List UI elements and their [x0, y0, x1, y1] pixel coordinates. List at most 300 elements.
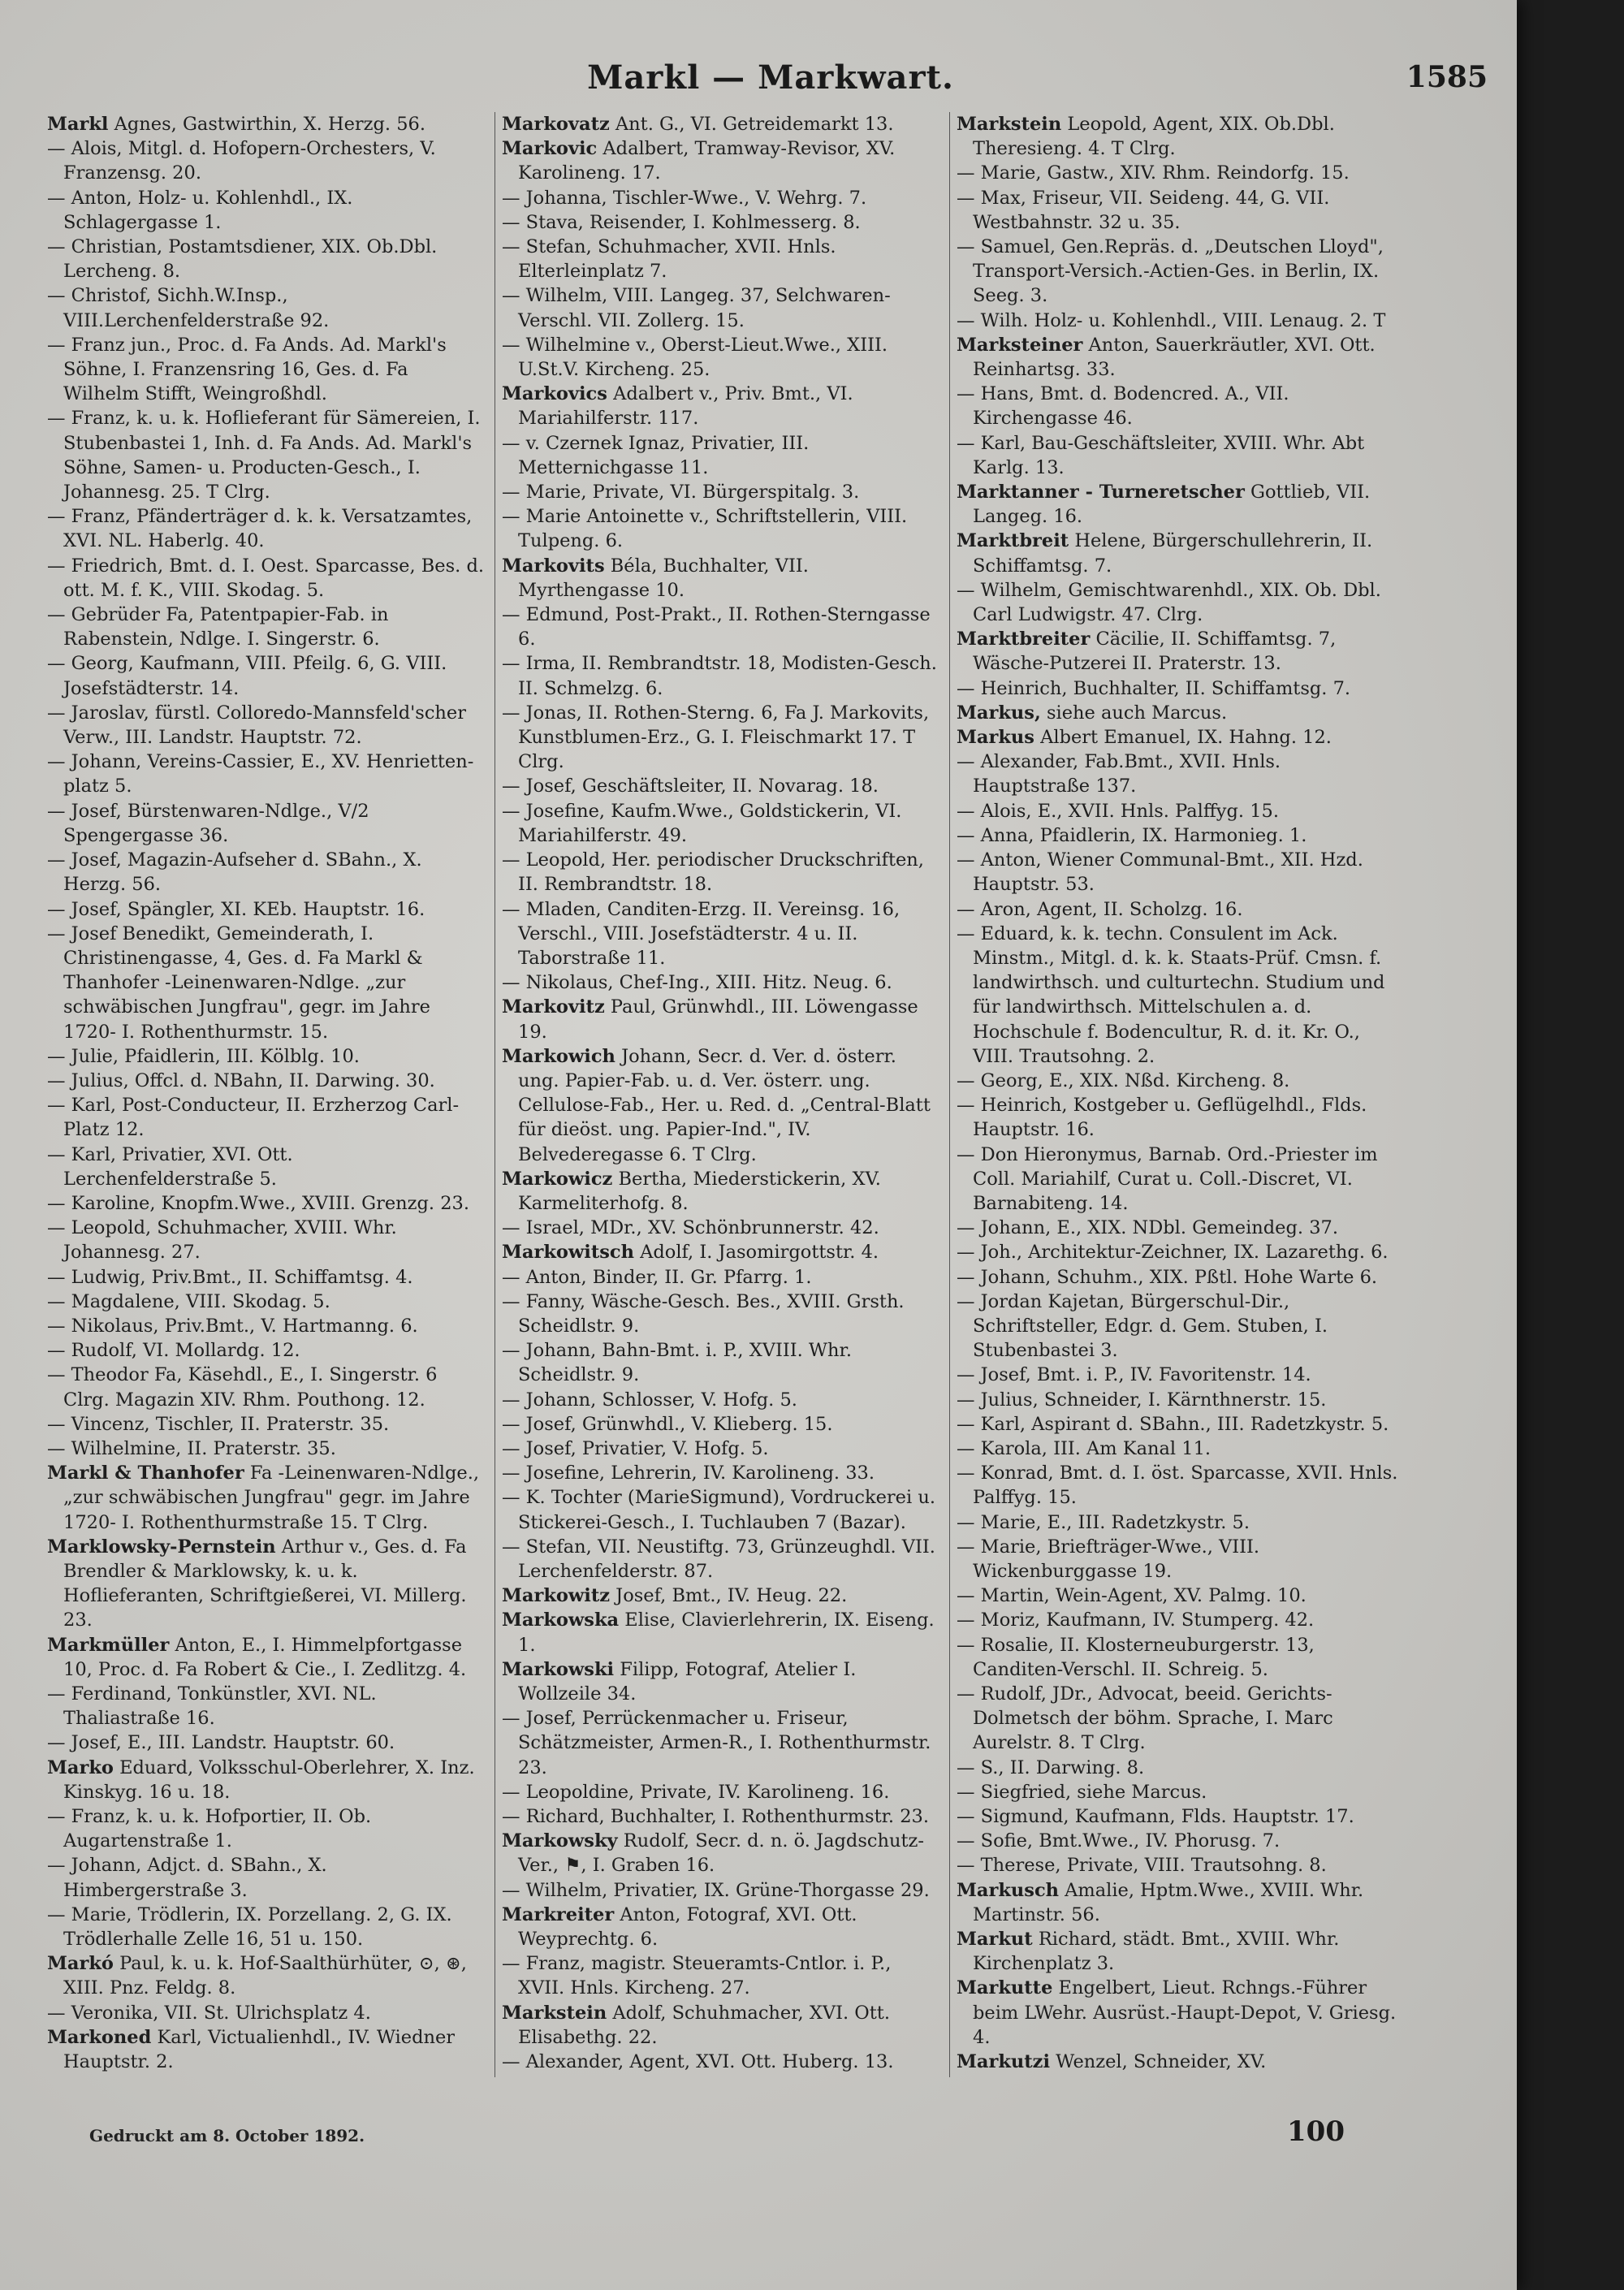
- directory-entry: [502, 1044, 943, 1167]
- entry-text: Adalbert, Tramway-Revisor, XV. Karolineng. 17.: [518, 138, 896, 184]
- entry-text: — Veronika, VII. St. Ulrichsplatz 4.: [47, 2002, 371, 2024]
- directory-entry: [47, 2074, 488, 2077]
- directory-entry: [502, 1584, 943, 1608]
- entry-text: — Josef, Spängler, XI. KEb. Hauptstr. 16.: [47, 898, 425, 920]
- directory-entry: [47, 1363, 488, 1411]
- entry-text: — Jonas, II. Rothen-Sterng. 6, Fa J. Markovits, Kunstblumen-Erz., G. I. Fleischmarkt 17. T Clrg.: [502, 702, 930, 773]
- entry-text: — Josef, Magazin-Aufseher d. SBahn., X. Herzg. 56.: [47, 849, 422, 896]
- entry-surname: Markstein: [502, 2002, 607, 2024]
- directory-entry: [502, 995, 943, 1043]
- entry-text: — Johann, E., XIX. NDbl. Gemeindeg. 37.: [957, 1217, 1338, 1239]
- entry-text: Adolf, I. Jasomirgottstr. 4.: [633, 1242, 879, 1264]
- entry-text: — Heinrich, Kostgeber u. Geflügelhdl., Flds. Hauptstr. 16.: [957, 1095, 1367, 1141]
- directory-entry: [957, 676, 1398, 701]
- directory-entry: [957, 333, 1398, 382]
- directory-entry: [47, 136, 488, 185]
- directory-entry: [957, 578, 1398, 627]
- directory-entry: [47, 504, 488, 553]
- directory-entry: [957, 701, 1398, 725]
- directory-entry: [502, 1167, 943, 1216]
- entry-text: — Georg, E., XIX. Nßd. Kircheng. 8.: [957, 1069, 1290, 1091]
- entry-text: — Wilhelm, VIII. Langeg. 37, Selchwaren-Verschl. VII. Zollerg. 15.: [502, 285, 891, 331]
- directory-entry: [957, 1976, 1398, 2050]
- entry-text: — Wilhelmine v., Oberst-Lieut.Wwe., XIII. U.St.V. Kircheng. 25.: [502, 334, 888, 381]
- directory-entry: [957, 112, 1398, 161]
- directory-entry: [47, 922, 488, 1044]
- entry-surname: Markutzi: [957, 2051, 1051, 2073]
- page-number: 1585: [1406, 60, 1488, 94]
- directory-entry: [502, 1535, 943, 1584]
- column-right: [950, 112, 1405, 2077]
- directory-entry: [47, 1461, 488, 1535]
- directory-entry: [502, 2074, 943, 2077]
- directory-entry: [502, 235, 943, 283]
- directory-entry: [957, 627, 1398, 676]
- directory-entry: [502, 1485, 943, 1534]
- directory-entry: [502, 382, 943, 430]
- entry-text: Cäcilie, II. Schiffamtsg. 7, Wäsche-Putzerei II. Praterstr. 13.: [973, 629, 1337, 675]
- entry-text: — Stava, Reisender, I. Kohlmesserg. 8.: [502, 211, 861, 233]
- entry-text: — Franz, k. u. k. Hofportier, II. Ob. Augartenstraße 1.: [47, 1806, 372, 1852]
- entry-text: — Julius, Offcl. d. NBahn, II. Darwing. 30.: [47, 1069, 435, 1091]
- directory-entry: [502, 1240, 943, 1264]
- entry-text: — Aron, Agent, II. Scholzg. 16.: [957, 898, 1243, 920]
- entry-text: — Leopold, Her. periodischer Druckschriften, II. Rembrandtstr. 18.: [502, 849, 924, 896]
- directory-entry: [957, 1853, 1398, 1877]
- entry-text: — Rudolf, VI. Mollardg. 12.: [47, 1340, 300, 1362]
- entry-text: — Sofie, Bmt.Wwe., IV. Phorusg. 7.: [957, 1830, 1281, 1852]
- entry-text: — Rudolf, JDr., Advocat, beeid. Gerichts-Dolmetsch der böhm. Sprache, I. Marc Aurelstr. 8. T Clrg.: [957, 1683, 1333, 1754]
- directory-entry: [47, 1044, 488, 1069]
- entry-text: — K. Tochter (MarieSigmund), Vordruckerei u. Stickerei-Gesch., I. Tuchlauben 7 (Bazar).: [502, 1487, 935, 1533]
- entry-text: — Marie, Gastw., XIV. Rhm. Reindorfg. 15.: [957, 162, 1350, 184]
- entry-text: Engelbert, Lieut. Rchngs.-Führer beim LWehr. Ausrüst.-Haupt-Depot, V. Griesg. 4.: [973, 1977, 1397, 2048]
- directory-entry: [47, 1903, 488, 1951]
- directory-entry: [47, 1314, 488, 1338]
- directory-entry: [502, 480, 943, 504]
- directory-entry: [47, 186, 488, 235]
- directory-entry: [502, 186, 943, 210]
- entry-text: — Joh., Architektur-Zeichner, IX. Lazarethg. 6.: [957, 1242, 1389, 1264]
- entry-text: — Friedrich, Bmt. d. I. Oest. Sparcasse, Bes. d. ott. M. f. K., VIII. Skodag. 5.: [47, 555, 485, 601]
- directory-entry: [502, 431, 943, 480]
- page-title: Markl — Markwart.: [587, 58, 954, 97]
- directory-entry: [502, 1706, 943, 1780]
- entry-text: Gottlieb, VII. Langeg. 16.: [973, 482, 1371, 528]
- entry-text: Paul, k. u. k. Hof-Saalthürhüter, ⊙, ⊛, XIII. Pnz. Feldg. 8.: [63, 1953, 467, 1999]
- entry-surname: Marklowsky-Pernstein: [47, 1536, 276, 1558]
- directory-entry: [502, 1388, 943, 1412]
- entry-text: Anton, Fotograf, XVI. Ott. Weyprechtg. 6.: [518, 1903, 857, 1951]
- directory-entry: [502, 210, 943, 235]
- directory-entry: [957, 1878, 1398, 1927]
- entry-text: Anton, E., I. Himmelpfortgasse 10, Proc. d. Fa Robert & Cie., I. Zedlitzg. 4.: [63, 1634, 467, 1680]
- entry-surname: Markutte: [957, 1977, 1053, 1999]
- entry-text: — Karoline, Knopfm.Wwe., XVIII. Grenzg. 23.: [47, 1192, 470, 1214]
- entry-text: Rudolf, Secr. d. n. ö. Jagdschutz-Ver., ⚑, I. Graben 16.: [518, 1830, 924, 1877]
- directory-entry: [47, 1682, 488, 1730]
- entry-surname: Marktbreit: [957, 530, 1069, 552]
- directory-entry: [957, 799, 1398, 823]
- sheet-signature: 100: [1287, 2115, 1345, 2148]
- directory-entry: [957, 1143, 1398, 1216]
- entry-text: Leopold, Agent, XIX. Ob.Dbl. Theresieng. 4. T Clrg.: [973, 114, 1335, 160]
- directory-entry: [502, 283, 943, 332]
- directory-entry: [502, 651, 943, 700]
- entry-text: Filipp, Fotograf, Atelier I. Wollzeile 34.: [518, 1658, 857, 1705]
- directory-entry: [957, 161, 1398, 185]
- entry-text: Elise, Clavierlehrerin, IX. Eiseng. 1.: [518, 1609, 935, 1656]
- entry-text: — Jaroslav, fürstl. Colloredo-Mannsfeld'scher Verw., III. Landstr. Hauptstr. 72.: [47, 702, 466, 749]
- entry-text: Richard, städt. Bmt., XVIII. Whr. Kirchenplatz 3.: [973, 1929, 1340, 1975]
- entry-surname: Markut: [957, 1929, 1033, 1951]
- directory-entry: [502, 1265, 943, 1290]
- directory-entry: [47, 1338, 488, 1363]
- entry-text: Paul, Grünwhdl., III. Löwengasse 19.: [518, 996, 918, 1043]
- entry-text: — Mladen, Canditen-Erzg. II. Vereinsg. 16, Verschl., VIII. Josefstädterstr. 4 u. II. Taborstraße 11.: [502, 898, 901, 969]
- entry-text: Adolf, Schuhmacher, XVI. Ott. Elisabethg. 22.: [518, 2002, 890, 2048]
- entry-text: — Josefine, Kaufm.Wwe., Goldstickerin, VI. Mariahilferstr. 49.: [502, 800, 902, 846]
- entry-text: — Josefine, Lehrerin, IV. Karolineng. 33.: [502, 1463, 875, 1484]
- entry-text: — Marie, E., III. Radetzkystr. 5.: [957, 1511, 1250, 1533]
- directory-entry: [957, 897, 1398, 922]
- entry-text: — Christof, Sichh.W.Insp., VIII.Lerchenfelderstraße 92.: [47, 285, 330, 331]
- entry-text: — Leopoldine, Private, IV. Karolineng. 16.: [502, 1781, 890, 1803]
- entry-text: — Max, Friseur, VII. Seideng. 44, G. VII. Westbahnstr. 32 u. 35.: [957, 187, 1330, 233]
- entry-text: Fa -Leinenwaren-Ndlge., „zur schwäbischen Jungfrau" gegr. im Jahre 1720- I. Rothenthurmstraße 15. T Clrg.: [63, 1463, 480, 1533]
- directory-entry: [47, 333, 488, 407]
- directory-entry: [502, 1290, 943, 1338]
- directory-entry: [957, 1363, 1398, 1387]
- entry-text: — Karl, Bau-Geschäftsleiter, XVIII. Whr. Abt Karlg. 13.: [957, 432, 1365, 478]
- directory-entry: [957, 1927, 1398, 1976]
- entry-text: Adalbert v., Priv. Bmt., VI. Mariahilferstr. 117.: [518, 383, 853, 430]
- entry-text: Eduard, Volksschul-Oberlehrer, X. Inz. Kinskyg. 16 u. 18.: [63, 1756, 475, 1803]
- directory-entry: [957, 1437, 1398, 1461]
- entry-text: — Franz, magistr. Steueramts-Cntlor. i. P., XVII. Hnls. Kircheng. 27.: [502, 1953, 892, 1999]
- entry-text: — Alexander, Agent, XVI. Ott. Huberg. 13.: [502, 2051, 894, 2073]
- directory-entry: [47, 1853, 488, 1902]
- directory-entry: [957, 750, 1398, 798]
- directory-entry: [502, 1780, 943, 1804]
- entry-text: — Stefan, Schuhmacher, XVII. Hnls. Elterleinplatz 7.: [502, 236, 836, 283]
- directory-entry: [957, 382, 1398, 430]
- directory-entry: [502, 1903, 943, 1951]
- entry-text: — Therese, Private, VIII. Trautsohng. 8.: [957, 1855, 1327, 1877]
- entry-text: — Josef, Privatier, V. Hofg. 5.: [502, 1437, 769, 1459]
- entry-text: Amalie, Hptm.Wwe., XVIII. Whr. Martinstr. 56.: [973, 1879, 1364, 1925]
- entry-text: Agnes, Gastwirthin, X. Herzg. 56.: [108, 114, 426, 135]
- entry-text: — Karl, Privatier, XVI. Ott. Lerchenfelderstraße 5.: [47, 1143, 293, 1190]
- directory-entry: [47, 701, 488, 750]
- entry-text: — Josef, Perrückenmacher u. Friseur, Schätzmeister, Armen-R., I. Rothenthurmstr. 23.: [502, 1708, 931, 1778]
- directory-entry: [957, 1412, 1398, 1437]
- entry-surname: Markl & Thanhofer: [47, 1463, 244, 1484]
- entry-text: — Leopold, Schuhmacher, XVIII. Whr. Johannesg. 27.: [47, 1217, 397, 1264]
- directory-entry: [47, 848, 488, 897]
- entry-surname: Markstein: [957, 114, 1062, 135]
- entry-text: — Wilhelm, Gemischtwarenhdl., XIX. Ob. Dbl. Carl Ludwigstr. 47. Clrg.: [957, 579, 1381, 626]
- entry-text: — Richard, Buchhalter, I. Rothenthurmstr. 23.: [502, 1806, 930, 1828]
- entry-text: — Samuel, Gen.Repräs. d. „Deutschen Lloyd", Transport-Versich.-Actien-Ges. in Berlin, IX. Seeg. 3.: [957, 236, 1384, 307]
- entry-text: — Moriz, Kaufmann, IV. Stumperg. 42.: [957, 1609, 1315, 1631]
- entry-text: — Josef, Bürstenwaren-Ndlge., V/2 Spengergasse 36.: [47, 800, 369, 846]
- entry-text: — Josef, Bmt. i. P., IV. Favoritenstr. 14.: [957, 1364, 1311, 1386]
- entry-surname: Marksteiner: [957, 334, 1083, 356]
- entry-text: — Johanna, Tischler-Wwe., V. Wehrg. 7.: [502, 187, 867, 209]
- entry-text: — Nikolaus, Chef-Ing., XIII. Hitz. Neug. 6.: [502, 972, 892, 994]
- entry-text: — Don Hieronymus, Barnab. Ord.-Priester im Coll. Mariahilf, Curat u. Coll.-Discret, VI. Barnabiteng. 14.: [957, 1143, 1378, 1214]
- directory-entry: [957, 1510, 1398, 1535]
- directory-entry: [957, 725, 1398, 750]
- directory-entry: [47, 2001, 488, 2025]
- directory-entry: [957, 529, 1398, 577]
- directory-entry: [957, 848, 1398, 897]
- directory-entry: [502, 970, 943, 995]
- entry-surname: Markovic: [502, 138, 598, 160]
- directory-entry: [47, 1412, 488, 1437]
- entry-text: — Hans, Bmt. d. Bodencred. A., VII. Kirchengasse 46.: [957, 383, 1289, 430]
- entry-surname: Markowicz: [502, 1168, 613, 1190]
- entry-surname: Markó: [47, 1953, 114, 1975]
- entry-text: — Ferdinand, Tonkünstler, XVI. NL. Thaliastraße 16.: [47, 1683, 377, 1730]
- entry-surname: Markowich: [502, 1045, 615, 1067]
- entry-text: Anton, Sauerkräutler, XVI. Ott. Reinhartsg. 33.: [973, 334, 1376, 381]
- directory-entry: [957, 309, 1398, 333]
- directory-entry: [47, 1290, 488, 1314]
- entry-text: — Marie, Briefträger-Wwe., VIII. Wickenburggasse 19.: [957, 1536, 1260, 1582]
- entry-text: — Marie, Trödlerin, IX. Porzellang. 2, G. IX. Trödlerhalle Zelle 16, 51 u. 150.: [47, 1903, 452, 1951]
- directory-entry: [957, 431, 1398, 480]
- entry-text: Helene, Bürgerschullehrerin, II. Schiffamtsg. 7.: [973, 530, 1373, 577]
- entry-text: — Stefan, VII. Neustiftg. 73, Grünzeughdl. VII. Lerchenfelderstr. 87.: [502, 1536, 935, 1582]
- directory-entry: [502, 848, 943, 897]
- directory-entry: [502, 333, 943, 382]
- directory-entry: [957, 1216, 1398, 1240]
- directory-entry: [47, 750, 488, 798]
- directory-entry: [502, 2050, 943, 2074]
- entry-text: — Alois, E., XVII. Hnls. Palffyg. 15.: [957, 800, 1280, 822]
- directory-entry: [47, 235, 488, 283]
- entry-text: — Josef, E., III. Landstr. Hauptstr. 60.: [47, 1732, 395, 1754]
- directory-entry: [957, 1240, 1398, 1264]
- entry-text: Johann, Secr. d. Ver. d. österr. ung. Papier-Fab. u. d. Ver. österr. ung. Cellulose-Fab., Her. u. Red. d. „Central-Blatt für dieöst. ung. Papier-Ind.", IV. Belvederegasse 6. T Clrg.: [518, 1045, 931, 1165]
- entry-text: Wenzel, Schneider, XV.: [1056, 2051, 1267, 2073]
- entry-surname: Marktbreiter: [957, 629, 1091, 650]
- entry-surname: Marktanner - Turneretscher: [957, 482, 1245, 503]
- entry-surname: Markowska: [502, 1609, 620, 1631]
- directory-entry: [47, 1730, 488, 1755]
- directory-entry: [47, 2025, 488, 2074]
- directory-entry: [47, 1093, 488, 1142]
- entry-text: — Rosalie, II. Klosterneuburgerstr. 13, Canditen-Verschl. II. Schreig. 5.: [957, 1634, 1315, 1680]
- directory-entry: [957, 235, 1398, 309]
- entry-text: — Wilh. Holz- u. Kohlenhdl., VIII. Lenaug. 2. T: [957, 309, 1386, 331]
- directory-entry: [502, 136, 943, 185]
- entry-text: — Karola, III. Am Kanal 11.: [957, 1437, 1212, 1459]
- entry-surname: Markoned: [47, 2026, 152, 2048]
- directory-entry: [502, 897, 943, 971]
- entry-surname: Markus,: [957, 702, 1041, 724]
- entry-surname: Markowski: [502, 1658, 615, 1680]
- directory-entry: [47, 897, 488, 922]
- entry-text: — Georg, Kaufmann, VIII. Pfeilg. 6, G. VIII. Josefstädterstr. 14.: [47, 653, 447, 699]
- entry-text: — Irma, II. Rembrandtstr. 18, Modisten-Gesch. II. Schmelzg. 6.: [502, 653, 937, 699]
- entry-surname: Markusch: [957, 1879, 1060, 1901]
- directory-entry: [47, 603, 488, 651]
- entry-text: siehe auch Marcus.: [1040, 702, 1228, 724]
- entry-text: — Johann, Bahn-Bmt. i. P., XVIII. Whr. Scheidlstr. 9.: [502, 1340, 852, 1386]
- directory-entry: [502, 1338, 943, 1387]
- entry-text: Albert Emanuel, IX. Hahng. 12.: [1034, 727, 1332, 749]
- entry-text: — Marie, Private, VI. Bürgerspitalg. 3.: [502, 482, 860, 503]
- entry-text: — Wilhelmine, II. Praterstr. 35.: [47, 1437, 336, 1459]
- entry-text: — Johann, Schuhm., XIX. Pßtl. Hohe Warte 6.: [957, 1266, 1378, 1288]
- directory-entry: [47, 112, 488, 136]
- entry-text: — Karl, Post-Conducteur, II. Erzherzog Carl-Platz 12.: [47, 1095, 460, 1141]
- entry-text: — Alexander, Fab.Bmt., XVII. Hnls. Hauptstraße 137.: [957, 751, 1281, 797]
- entry-surname: Markowitz: [502, 1585, 611, 1607]
- directory-entry: [47, 651, 488, 700]
- directory-entry: [957, 1829, 1398, 1853]
- entry-text: — Edmund, Post-Prakt., II. Rothen-Sterngasse 6.: [502, 604, 931, 650]
- entry-text: — Jordan Kajetan, Bürgerschul-Dir., Schriftsteller, Edgr. d. Gem. Stuben, I. Stubenbastei 3.: [957, 1290, 1328, 1362]
- directory-entry: [957, 1290, 1398, 1363]
- entry-surname: Markowsky: [502, 1830, 618, 1852]
- entry-text: — Johann, Vereins-Cassier, E., XV. Henrietten-platz 5.: [47, 751, 474, 797]
- entry-surname: Markovatz: [502, 114, 610, 135]
- entry-text: Josef, Bmt., IV. Heug. 22.: [610, 1585, 848, 1607]
- directory-entry: [957, 1388, 1398, 1412]
- entry-text: — Ludwig, Priv.Bmt., II. Schiffamtsg. 4.: [47, 1266, 413, 1288]
- directory-entry: [502, 2001, 943, 2050]
- entry-text: — Theodor Fa, Käsehdl., E., I. Singerstr. 6 Clrg. Magazin XIV. Rhm. Pouthong. 12.: [47, 1364, 438, 1411]
- entry-surname: Markovitz: [502, 996, 605, 1018]
- page-header: [49, 58, 1492, 107]
- directory-entry: [957, 922, 1398, 1069]
- entry-text: — Franz, Pfänderträger d. k. k. Versatzamtes, XVI. NL. Haberlg. 40.: [47, 506, 473, 552]
- directory-entry: [502, 1216, 943, 1240]
- entry-text: — Marie Antoinette v., Schriftstellerin, VIII. Tulpeng. 6.: [502, 506, 908, 552]
- entry-text: — Fanny, Wäsche-Gesch. Bes., XVIII. Grsth. Scheidlstr. 9.: [502, 1290, 905, 1337]
- directory-entry: [47, 1069, 488, 1093]
- entry-text: — Heinrich, Buchhalter, II. Schiffamtsg. 7.: [957, 677, 1351, 699]
- directory-entry: [47, 283, 488, 332]
- directory-entry: [502, 1412, 943, 1437]
- entry-text: — Gebrüder Fa, Patentpapier-Fab. in Rabenstein, Ndlge. I. Singerstr. 6.: [47, 604, 389, 650]
- entry-text: [502, 2076, 839, 2077]
- directory-entry: [957, 1461, 1398, 1510]
- directory-entry: [957, 2050, 1398, 2077]
- directory-entry: [502, 1657, 943, 1706]
- entry-text: Ant. G., VI. Getreidemarkt 13.: [609, 114, 894, 135]
- directory-entry: [47, 799, 488, 848]
- entry-surname: Marko: [47, 1756, 114, 1778]
- directory-entry: [47, 1437, 488, 1461]
- entry-text: — Nikolaus, Priv.Bmt., V. Hartmanng. 6.: [47, 1315, 418, 1337]
- directory-entry: [957, 1608, 1398, 1632]
- entry-text: — S., II. Darwing. 8.: [957, 1756, 1145, 1778]
- directory-entry: [957, 1265, 1398, 1290]
- entry-columns: [41, 112, 1413, 2077]
- entry-text: Bertha, Miederstickerin, XV. Karmeliterhofg. 8.: [518, 1168, 881, 1214]
- directory-entry: [502, 1608, 943, 1657]
- entry-text: — Eduard, k. k. techn. Consulent im Ack. Minstm., Mitgl. d. k. k. Staats-Prüf. Cmsn. f. landwirthsch. und culturtechn. Studium und für landwirthsch. Mittelschulen a. d. Hochschule f. Bodencultur, R. d. it. Kr. O., VIII. Trautsohng. 2.: [957, 922, 1385, 1067]
- directory-entry: [957, 186, 1398, 235]
- entry-surname: Markowitsch: [502, 1242, 634, 1264]
- entry-surname: Markus: [957, 727, 1034, 749]
- directory-entry: [47, 1535, 488, 1633]
- entry-text: — Wilhelm, Privatier, IX. Grüne-Thorgasse 29.: [502, 1879, 930, 1901]
- directory-entry: [957, 1804, 1398, 1829]
- entry-surname: Markmüller: [47, 1634, 170, 1656]
- entry-text: — Martin, Wein-Agent, XV. Palmg. 10.: [957, 1585, 1307, 1607]
- column-middle: [495, 112, 950, 2077]
- entry-text: — Siegfried, siehe Marcus.: [957, 1781, 1207, 1803]
- directory-entry: [502, 774, 943, 798]
- entry-text: — Josef, Grünwhdl., V. Klieberg. 15.: [502, 1413, 833, 1435]
- directory-entry: [47, 1633, 488, 1682]
- directory-entry: [47, 1756, 488, 1804]
- entry-text: — Anna, Pfaidlerin, IX. Harmonieg. 1.: [957, 824, 1307, 846]
- directory-entry: [502, 1804, 943, 1829]
- entry-text: — Julius, Schneider, I. Kärnthnerstr. 15.: [957, 1389, 1327, 1411]
- directory-entry: [47, 1191, 488, 1216]
- entry-surname: [47, 2076, 149, 2077]
- directory-entry: [47, 1143, 488, 1191]
- entry-text: — Anton, Wiener Communal-Bmt., XII. Hzd. Hauptstr. 53.: [957, 849, 1363, 896]
- entry-text: — Julie, Pfaidlerin, III. Kölblg. 10.: [47, 1045, 360, 1067]
- entry-text: — Franz jun., Proc. d. Fa Ands. Ad. Markl's Söhne, I. Franzensring 16, Ges. d. Fa Wilhelm Stifft, Weingroßhdl.: [47, 334, 447, 405]
- entry-text: — Konrad, Bmt. d. I. öst. Sparcasse, XVII. Hnls. Palffyg. 15.: [957, 1463, 1398, 1509]
- directory-entry: [502, 799, 943, 848]
- entry-text: — Anton, Binder, II. Gr. Pfarrg. 1.: [502, 1266, 812, 1288]
- directory-entry: [502, 701, 943, 775]
- entry-text: — Vincenz, Tischler, II. Praterstr. 35.: [47, 1413, 390, 1435]
- directory-entry: [957, 1633, 1398, 1682]
- entry-text: — Josef Benedikt, Gemeinderath, I. Christinengasse, 4, Ges. d. Fa Markl & Thanhofer -Leinenwaren-Ndlge. „zur schwäbischen Jungfrau", gegr. im Jahre 1720- I. Rothenthurmstr. 15.: [47, 922, 430, 1043]
- directory-entry: [502, 603, 943, 651]
- directory-entry: [47, 1216, 488, 1264]
- directory-entry: [957, 1584, 1398, 1608]
- entry-text: Karl, Victualienhdl., IV. Wiedner Hauptstr. 2.: [63, 2026, 456, 2073]
- directory-entry: [957, 1535, 1398, 1584]
- directory-entry: [502, 1461, 943, 1485]
- entry-text: — Sigmund, Kaufmann, Flds. Hauptstr. 17.: [957, 1806, 1354, 1828]
- directory-entry: [47, 406, 488, 504]
- print-date-note: Gedruckt am 8. October 1892.: [89, 2126, 365, 2145]
- entry-text: — Magdalene, VIII. Skodag. 5.: [47, 1290, 330, 1312]
- entry-surname: Markovits: [502, 555, 605, 577]
- directory-entry: [502, 112, 943, 136]
- column-left: [41, 112, 495, 2077]
- entry-text: — Israel, MDr., XV. Schönbrunnerstr. 42.: [502, 1217, 879, 1239]
- directory-entry: [957, 480, 1398, 529]
- entry-text: — Alois, Mitgl. d. Hofopern-Orchesters, V. Franzensg. 20.: [47, 138, 436, 184]
- directory-entry: [47, 1265, 488, 1290]
- directory-entry: [957, 823, 1398, 848]
- entry-text: — Johann, Schlosser, V. Hofg. 5.: [502, 1389, 797, 1411]
- directory-entry: [502, 1437, 943, 1461]
- entry-surname: Markreiter: [502, 1903, 615, 1925]
- entry-text: — Johann, Adjct. d. SBahn., X. Himbergerstraße 3.: [47, 1855, 327, 1901]
- entry-text: Arthur v., Ges. d. Fa Brendler & Marklowsky, k. u. k. Hoflieferanten, Schriftgießerei, VI. Millerg. 23.: [63, 1536, 467, 1631]
- directory-entry: [502, 1829, 943, 1877]
- directory-entry: [957, 1756, 1398, 1780]
- entry-surname: Markl: [47, 114, 109, 135]
- directory-entry: [502, 554, 943, 603]
- entry-text: — Josef, Geschäftsleiter, II. Novarag. 18.: [502, 776, 879, 797]
